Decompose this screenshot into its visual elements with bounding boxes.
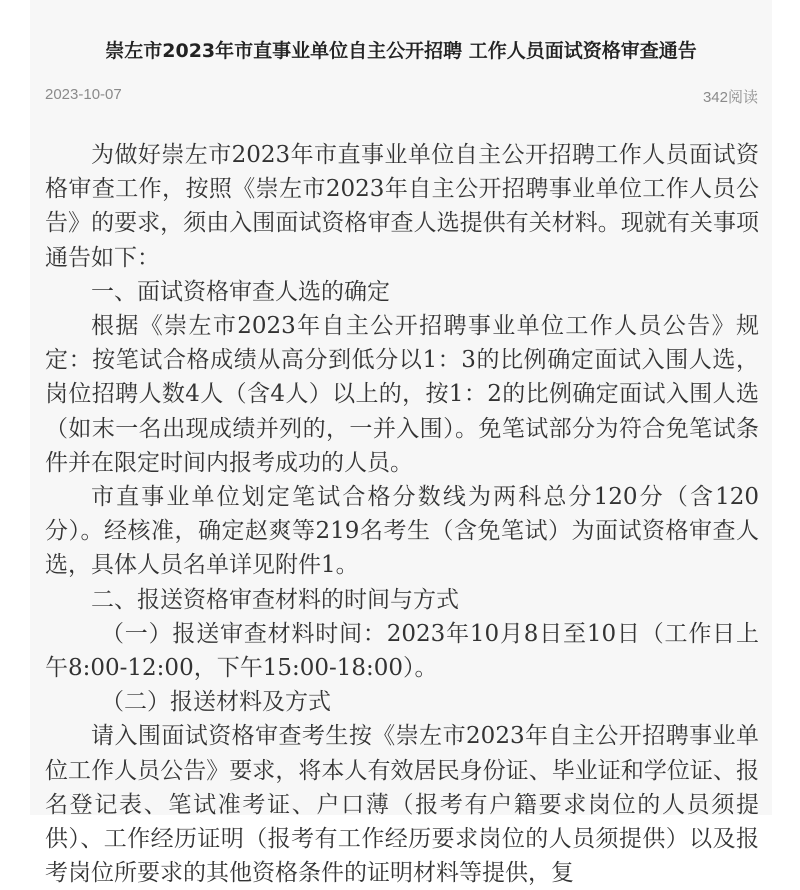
article-title: 崇左市2023年市直事业单位自主公开招聘 工作人员面试资格审查通告	[105, 40, 697, 62]
article-body	[45, 138, 759, 890]
read-count: 342阅读	[702, 89, 758, 106]
publish-date: 2023-10-07	[45, 86, 122, 103]
section-heading-2: 二、报送资格审查材料的时间与方式	[91, 586, 459, 613]
article-container	[30, 0, 772, 887]
paragraph-materials: 请入围面试资格审查考生按《崇左市2023年自主公开招聘事业单位工作人员公告》要求，将本人有效居民身份证、毕业证和学位证、报名登记表、笔试准考证、户口薄（报考有户籍要求岗位的人员须提供）、工作经历证明（报考有工作经历要求岗位的人员须提供）以及报考岗位所要求的其他资格条件的证明材料等提供，复	[45, 723, 759, 887]
paragraph-intro: 为做好崇左市2023年市直事业单位自主公开招聘工作人员面试资格审查工作，按照《崇左市2023年自主公开招聘事业单位工作人员公告》的要求，须由入围面试资格审查人选提供有关材料。现就有关事项通告如下：	[45, 142, 759, 271]
subheading-materials: （二）报送材料及方式	[101, 689, 331, 716]
section-heading-1: 一、面试资格审查人选的确定	[91, 278, 390, 305]
paragraph-selection-rule: 根据《崇左市2023年自主公开招聘事业单位工作人员公告》规定：按笔试合格成绩从高分到低分以1：3的比例确定面试入围人选，岗位招聘人数4人（含4人）以上的，按1：2的比例确定面试入围人选（如末一名出现成绩并列的，一并入围）。免笔试部分为符合免笔试条件并在限定时间内报考成功的人员。	[45, 313, 759, 476]
paragraph-score-line: 市直事业单位划定笔试合格分数线为两科总分120分（含120分）。经核准，确定赵爽等219名考生（含免笔试）为面试资格审查人选，具体人员名单详见附件1。	[45, 484, 759, 579]
paragraph-submission-time: （一）报送审查材料时间：2023年10月8日至10日（工作日上午8:00-12:00，下午15:00-18:00）。	[45, 620, 759, 682]
